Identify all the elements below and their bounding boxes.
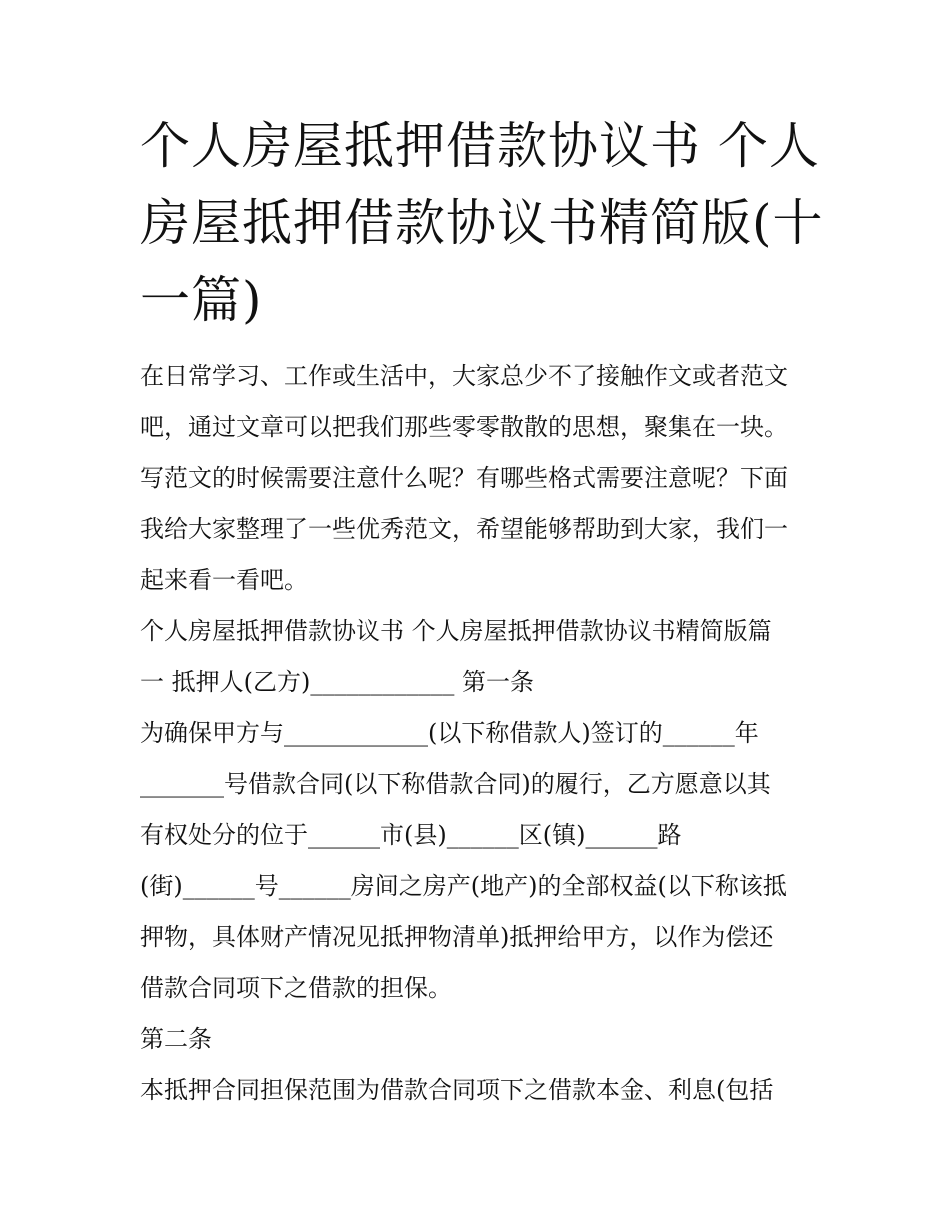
text-line: 本抵押合同担保范围为借款合同项下之借款本金、利息(包括	[140, 1076, 774, 1104]
text-line: 个人房屋抵押借款协议书 个人房屋抵押借款协议书精简版篇	[140, 617, 772, 645]
text-line: 一 抵押人(乙方)____________ 第一条	[140, 668, 534, 696]
text-line: 我给大家整理了一些优秀范文，希望能够帮助到大家，我们一	[140, 515, 788, 543]
intro-paragraph	[140, 351, 820, 606]
section-heading	[140, 606, 820, 708]
article-2-heading	[140, 1014, 820, 1065]
article-2-body	[140, 1065, 820, 1116]
title-line: 个人房屋抵押借款协议书 个人	[140, 117, 820, 175]
text-line: 为确保甲方与____________(以下称借款人)签订的______年	[140, 719, 759, 747]
text-line: 写范文的时候需要注意什么呢？有哪些格式需要注意呢？下面	[140, 464, 788, 492]
text-line: 押物，具体财产情况见抵押物清单)抵押给甲方，以作为偿还	[140, 923, 774, 951]
title-line: 一篇)	[140, 271, 263, 329]
text-line: 在日常学习、工作或生活中，大家总少不了接触作文或者范文	[140, 362, 788, 390]
text-line: 第二条	[140, 1025, 212, 1053]
text-line: 吧，通过文章可以把我们那些零零散散的思想，聚集在一块。	[140, 413, 788, 441]
document-page	[140, 108, 824, 1116]
text-line: _______号借款合同(以下称借款合同)的履行，乙方愿意以其	[140, 770, 771, 798]
text-line: 起来看一看吧。	[140, 566, 308, 594]
title-line: 房屋抵押借款协议书精简版(十	[140, 194, 824, 252]
article-1-body	[140, 708, 820, 1014]
text-line: (街)______号______房间之房产(地产)的全部权益(以下称该抵	[140, 872, 787, 900]
text-line: 借款合同项下之借款的担保。	[140, 974, 452, 1002]
document-title	[140, 108, 824, 339]
text-line: 有权处分的位于______市(县)______区(镇)______路	[140, 821, 682, 849]
